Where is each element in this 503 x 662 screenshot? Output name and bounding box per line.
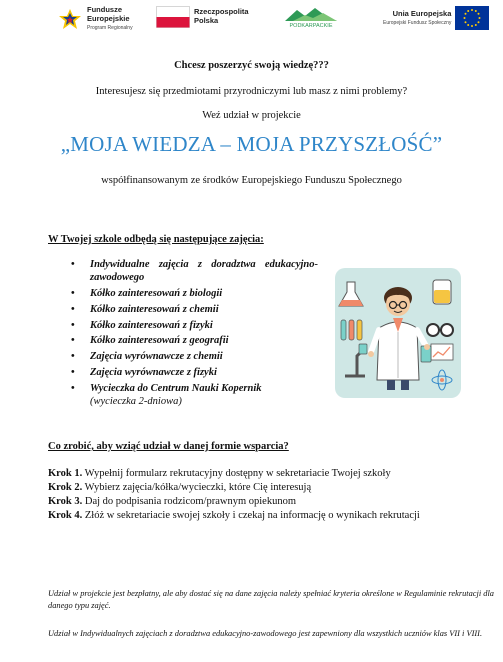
unia-europejska-logo	[383, 6, 489, 30]
class-item: • Zajęcia wyrównawcze z fizyki	[68, 366, 318, 379]
fe-name-2: Europejskie	[87, 14, 130, 23]
class-item: • Wycieczka do Centrum Nauki Kopernik (wycieczka 2-dniowa)	[68, 382, 318, 408]
step-item: Krok 1. Wypełnij formularz rekrutacyjny dostępny w sekretariacie Twojej szkoły	[48, 468, 391, 479]
free-participation-note: Udział w projekcie jest bezpłatny, ale aby dostać się na dane zajęcia należy spełniać kryteria określone w Regulaminie rekrutacji dla danego typu zajęć.	[48, 589, 494, 610]
class-item: • Indywidualne zajęcia z doradztwa edukacyjno-zawodowego	[68, 258, 318, 284]
ue-fund: Europejski Fundusz Społeczny	[383, 19, 452, 26]
classes-list	[68, 258, 318, 411]
rzeczpospolita-logo	[156, 6, 249, 28]
eu-flag-icon	[455, 6, 489, 30]
step-item: Krok 2. Wybierz zajęcia/kółka/wycieczki, które Cię interesują	[48, 482, 312, 493]
podkarpackie-logo	[283, 6, 339, 30]
trip-note: (wycieczka 2-dniowa)	[90, 395, 182, 407]
fundusze-europejskie-logo	[56, 6, 133, 32]
mountains-icon	[283, 6, 339, 22]
intro-line-1: Interesujesz się przedmiotami przyrodniczymi lub masz z nimi problemy?	[95, 86, 408, 97]
ue-name: Unia Europejska	[392, 8, 452, 18]
fe-name-1: Fundusze	[87, 5, 122, 14]
project-title: „MOJA WIEDZA – MOJA PRZYSZŁOŚĆ”	[60, 132, 443, 156]
class-item: • Kółko zainteresowań z geografii	[68, 334, 318, 347]
fe-program: Program Regionalny	[87, 25, 133, 31]
poland-flag-icon	[156, 6, 190, 28]
intro-line-2: Weź udział w projekcie	[202, 110, 301, 121]
question-heading: Chcesz poszerzyć swoją wiedzę???	[174, 60, 329, 71]
step-item: Krok 4. Złóż w sekretariacie swojej szkoły i czekaj na informację o wynikach rekrutacji	[48, 510, 420, 521]
pk-name: PODKARPACKIE	[289, 23, 333, 29]
class-item: • Kółko zainteresowań z fizyki	[68, 319, 318, 332]
scientist-lab-illustration	[335, 268, 461, 398]
class-item: • Zajęcia wyrównawcze z chemii	[68, 350, 318, 363]
fe-star-icon	[56, 8, 84, 30]
rp-name-2: Polska	[194, 16, 219, 25]
advisory-note: Udział w Indywidualnych zajęciach z doradztwa edukacyjno-zawodowego jest zapewniony dla wszystkich uczniów klas VII i VIII.	[48, 629, 483, 638]
steps-heading: Co zrobić, aby wziąć udział w danej formie wsparcia?	[48, 441, 289, 452]
logo-bar	[0, 0, 503, 42]
steps-list	[48, 467, 494, 523]
cofinanced-line: współfinansowanym ze środków Europejskiego Funduszu Społecznego	[101, 175, 402, 186]
rp-name-1: Rzeczpospolita	[194, 7, 249, 16]
class-item: • Kółko zainteresowań z chemii	[68, 303, 318, 316]
class-item: • Kółko zainteresowań z biologii	[68, 287, 318, 300]
step-item: Krok 3. Daj do podpisania rodzicom/prawnym opiekunom	[48, 496, 296, 507]
classes-heading: W Twojej szkole odbędą się następujące zajęcia:	[48, 234, 264, 245]
